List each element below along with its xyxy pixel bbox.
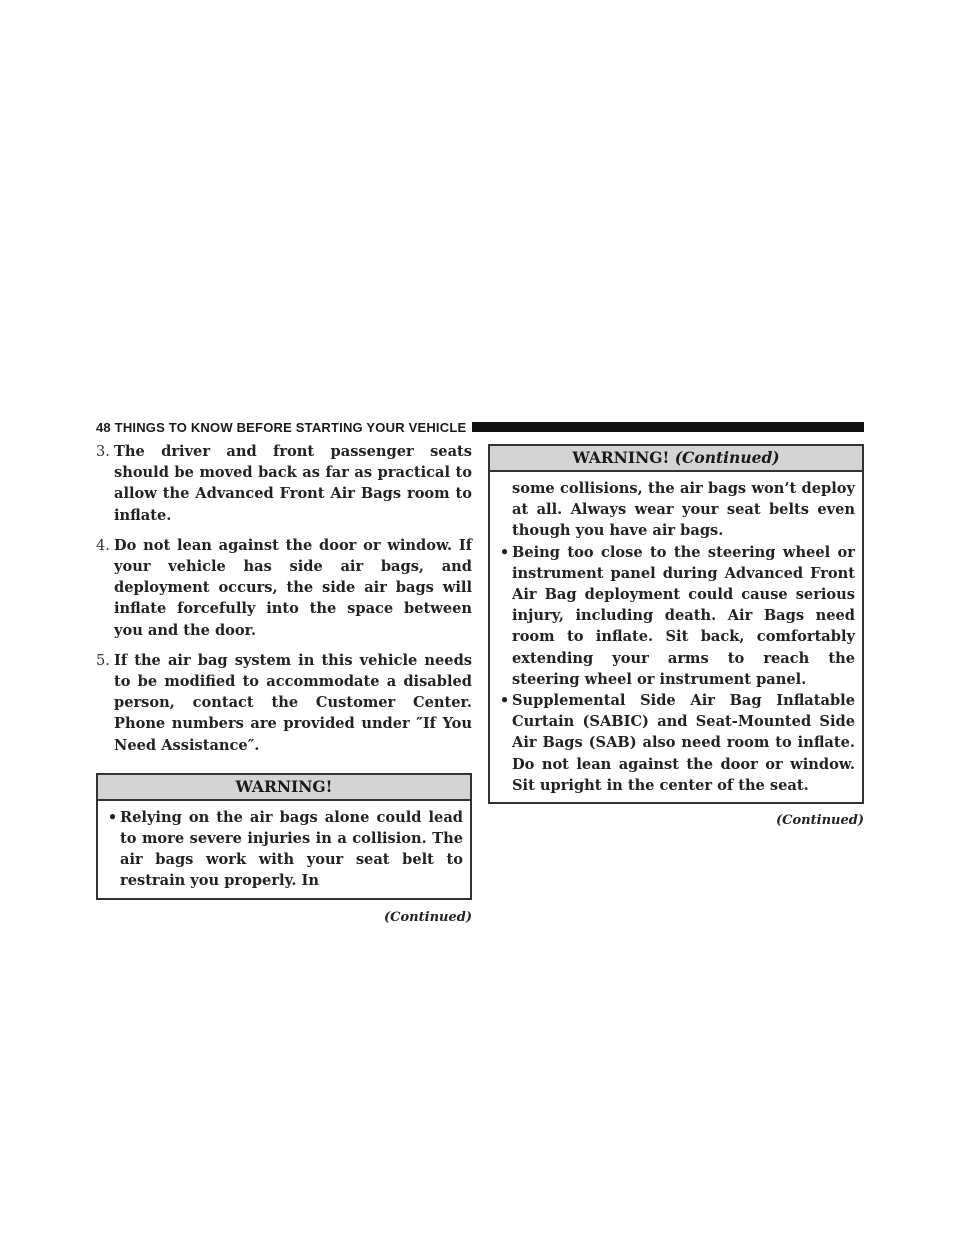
warning-title-suffix: (Continued) bbox=[674, 448, 780, 467]
continued-label: (Continued) bbox=[776, 813, 864, 829]
bullet-text: Being too close to the steering wheel or instrument panel during Advanced Front Air Bag deployment could cause serious injury, including death. Air Bags need room to inflate. Sit back, comfortably extending your arms to reach the steering wheel or instrument panel. bbox=[512, 543, 855, 688]
continued-label: (Continued) bbox=[384, 909, 472, 925]
item-number: 3. bbox=[96, 443, 110, 460]
warning-bullet bbox=[497, 542, 855, 690]
right-column bbox=[488, 444, 864, 828]
bullet-icon: • bbox=[499, 692, 510, 710]
warning-box bbox=[96, 773, 472, 900]
bullet-icon: • bbox=[107, 808, 118, 826]
item-text: The driver and front passenger seats should be moved back as far as practical to allow the Advanced Front Air Bags room to inflate. bbox=[114, 443, 472, 524]
header-rule bbox=[472, 422, 864, 432]
left-column bbox=[96, 441, 472, 925]
warning-bullet bbox=[105, 807, 463, 892]
warning-title-text: WARNING! bbox=[572, 448, 670, 467]
warning-body bbox=[98, 801, 470, 898]
warning-body bbox=[490, 472, 862, 802]
bullet-text: Supplemental Side Air Bag Inflatable Curtain (SABIC) and Seat-Mounted Side Air Bags (SAB) also need room to inflate. Do not lean against the door or window. Sit upright in the center of the seat. bbox=[512, 692, 855, 794]
warning-bullet bbox=[497, 690, 855, 796]
bullet-icon: • bbox=[499, 543, 510, 561]
list-item bbox=[96, 441, 472, 526]
item-number: 4. bbox=[96, 536, 110, 554]
warning-box-continued bbox=[488, 444, 864, 804]
item-text: If the air bag system in this vehicle needs to be modified to accommodate a disabled person, contact the Customer Center. Phone numbers are provided under ″If You Need Assistance″. bbox=[114, 651, 472, 754]
bullet-text: Relying on the air bags alone could lead to more severe injuries in a collision. The air bags work with your seat belt to restrain you properly. In bbox=[120, 808, 463, 890]
item-text: Do not lean against the door or window. If your vehicle has side air bags, and deployment occurs, the side air bags will inflate forcefully into the space between you and the door. bbox=[114, 536, 472, 639]
warning-title bbox=[98, 775, 470, 801]
warning-title-text: WARNING! bbox=[235, 776, 333, 796]
item-number: 5. bbox=[96, 651, 110, 669]
page-header bbox=[96, 418, 864, 436]
warning-title bbox=[490, 446, 862, 472]
list-item bbox=[96, 650, 472, 756]
list-item bbox=[96, 535, 472, 641]
page-title: 48 THINGS TO KNOW BEFORE STARTING YOUR VEHICLE bbox=[96, 419, 467, 435]
warning-continued-text: some collisions, the air bags won’t deploy at all. Always wear your seat belts even though you have air bags. bbox=[512, 480, 855, 540]
